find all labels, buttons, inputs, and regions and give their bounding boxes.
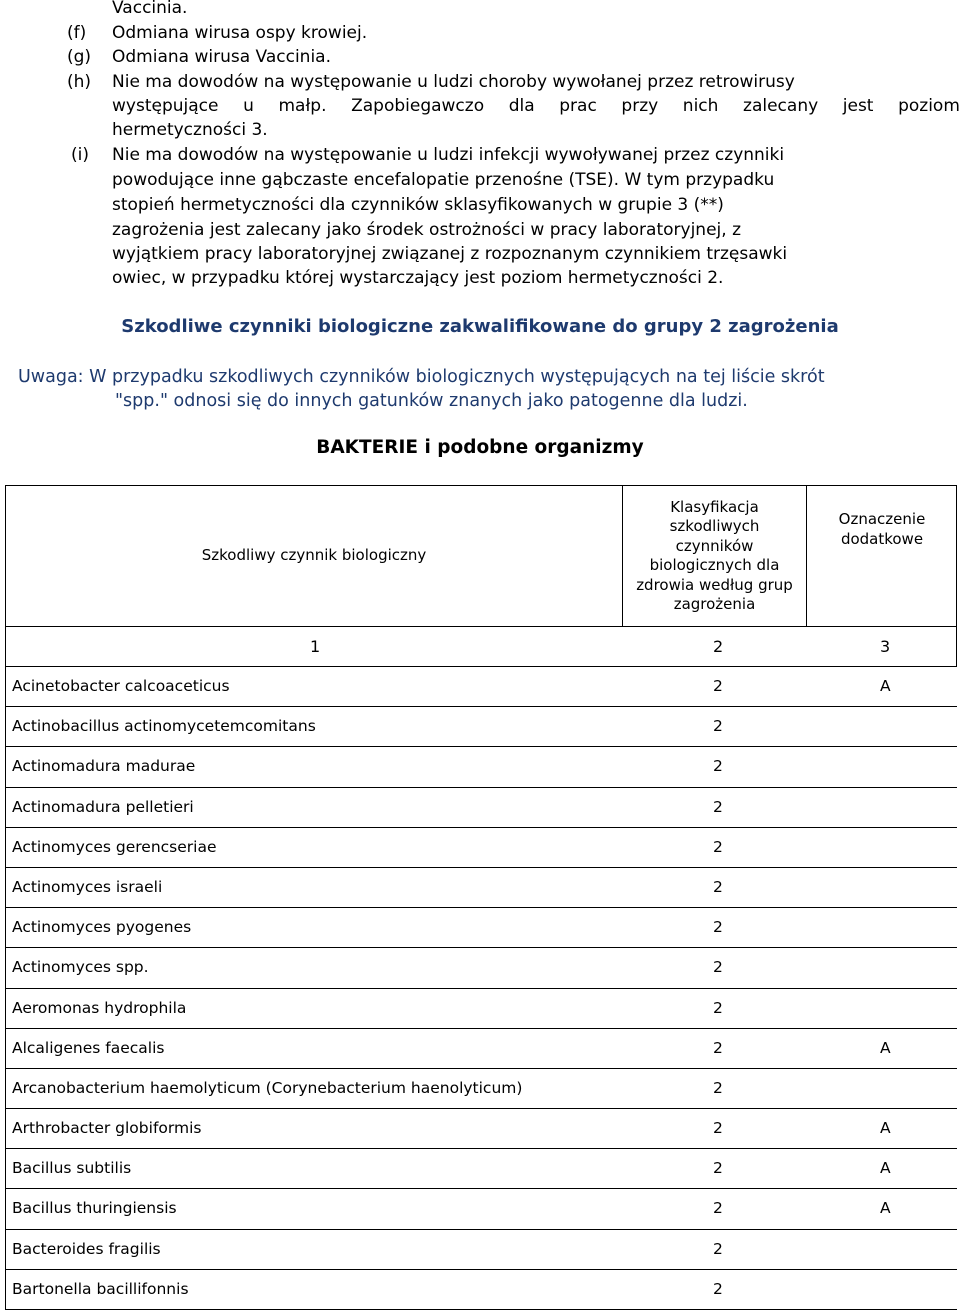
table-row bbox=[5, 828, 957, 868]
agent-name: Bartonella bacillifonnis bbox=[12, 1279, 189, 1298]
agent-name: Actinobacillus actinomycetemcomitans bbox=[12, 717, 316, 736]
risk-group: 2 bbox=[713, 877, 723, 896]
table-row bbox=[5, 1029, 957, 1069]
agent-name: Bacteroides fragilis bbox=[12, 1239, 161, 1258]
risk-group: 2 bbox=[713, 998, 723, 1017]
agent-name: Actinomadura madurae bbox=[12, 757, 196, 776]
table-row bbox=[5, 908, 957, 948]
footnote-text: owiec, w przypadku której wystarczający jest poziom hermetyczności 2. bbox=[112, 268, 724, 288]
additional-note: A bbox=[880, 1119, 891, 1138]
agent-name: Actinomyces israeli bbox=[12, 877, 163, 896]
column-number: 1 bbox=[310, 637, 321, 656]
agent-name: Actinomyces spp. bbox=[12, 958, 149, 977]
agent-name: Bacillus subtilis bbox=[12, 1159, 132, 1178]
table-row bbox=[5, 788, 957, 828]
footnote-label: (h) bbox=[67, 72, 92, 92]
additional-note: A bbox=[880, 1199, 891, 1218]
header-agent: Szkodliwy czynnik biologiczny bbox=[6, 486, 623, 626]
footnote-label: (i) bbox=[71, 145, 89, 165]
agent-name: Bacillus thuringiensis bbox=[12, 1199, 177, 1218]
table-row bbox=[5, 868, 957, 908]
table-row bbox=[5, 1069, 957, 1109]
risk-group: 2 bbox=[713, 1279, 723, 1298]
risk-group: 2 bbox=[713, 918, 723, 937]
column-number: 2 bbox=[713, 637, 724, 656]
table-row bbox=[5, 1270, 957, 1310]
column-number-row bbox=[5, 627, 957, 667]
table-row bbox=[5, 1189, 957, 1229]
footnote-text: hermetyczności 3. bbox=[112, 120, 268, 140]
section-title: BAKTERIE i podobne organizmy bbox=[316, 437, 644, 458]
agent-name: Actinomadura pelletieri bbox=[12, 797, 194, 816]
footnote-text: stopień hermetyczności dla czynników sklasyfikowanych w grupie 3 (**) bbox=[112, 195, 724, 215]
risk-group: 2 bbox=[713, 1038, 723, 1057]
footnote-text: występujące u małp. Zapobiegawczo dla prac przy nich zalecany jest poziom bbox=[112, 96, 960, 116]
risk-group: 2 bbox=[713, 677, 723, 695]
risk-group: 2 bbox=[713, 717, 723, 736]
table-row bbox=[5, 989, 957, 1029]
table-row bbox=[5, 707, 957, 747]
footnote-text: Nie ma dowodów na występowanie u ludzi infekcji wywoływanej przez czynniki bbox=[112, 145, 785, 165]
risk-group: 2 bbox=[713, 1239, 723, 1258]
table-row bbox=[5, 948, 957, 988]
table-header bbox=[5, 486, 957, 627]
header-group-text: Klasyfikacja szkodliwych czynników biologicznych dla zdrowia według grup zagrożenia bbox=[636, 497, 793, 613]
footnote-text: wyjątkiem pracy laboratoryjnej związanej z rozpoznanym czynnikiem trzęsawki bbox=[112, 244, 788, 264]
footnote-text: zagrożenia jest zalecany jako środek ostrożności w pracy laboratoryjnej, z bbox=[112, 220, 741, 240]
table-row bbox=[5, 667, 957, 707]
risk-group: 2 bbox=[713, 757, 723, 776]
table-row bbox=[5, 1230, 957, 1270]
remark-line: "spp." odnosi się do innych gatunków znanych jako patogenne dla ludzi. bbox=[115, 391, 748, 411]
footnote-text: powodujące inne gąbczaste encefalopatie przenośne (TSE). W tym przypadku bbox=[112, 170, 775, 190]
page-heading: Szkodliwe czynniki biologiczne zakwalifikowane do grupy 2 zagrożenia bbox=[121, 316, 839, 337]
risk-group: 2 bbox=[713, 1199, 723, 1218]
header-note-text: Oznaczenie dodatkowe bbox=[838, 510, 926, 548]
classification-table bbox=[5, 485, 957, 1310]
risk-group: 2 bbox=[713, 797, 723, 816]
footnote-label: (f) bbox=[67, 23, 87, 43]
remark-line: Uwaga: W przypadku szkodliwych czynników biologicznych występujących na tej liście skrót bbox=[18, 367, 825, 387]
footnote-text: Odmiana wirusa Vaccinia. bbox=[112, 47, 331, 67]
agent-name: Actinomyces gerencseriae bbox=[12, 837, 217, 856]
additional-note: A bbox=[880, 1159, 891, 1178]
agent-name: Aeromonas hydrophila bbox=[12, 998, 187, 1017]
agent-name: Acinetobacter calcoaceticus bbox=[12, 677, 230, 695]
risk-group: 2 bbox=[713, 958, 723, 977]
additional-note: A bbox=[880, 677, 891, 695]
risk-group: 2 bbox=[713, 1159, 723, 1178]
table-body bbox=[5, 667, 957, 1310]
header-group bbox=[623, 486, 807, 626]
table-row bbox=[5, 747, 957, 787]
additional-note: A bbox=[880, 1038, 891, 1057]
agent-name: Actinomyces pyogenes bbox=[12, 918, 192, 937]
agent-name: Arcanobacterium haemolyticum (Corynebacterium haenolyticum) bbox=[12, 1078, 523, 1097]
column-number: 3 bbox=[880, 637, 891, 656]
risk-group: 2 bbox=[713, 1119, 723, 1138]
risk-group: 2 bbox=[713, 837, 723, 856]
table-row bbox=[5, 1109, 957, 1149]
agent-name: Alcaligenes faecalis bbox=[12, 1038, 165, 1057]
header-note bbox=[807, 486, 957, 626]
agent-name: Arthrobacter globiformis bbox=[12, 1119, 202, 1138]
table-row bbox=[5, 1149, 957, 1189]
footnote-text: Odmiana wirusa ospy krowiej. bbox=[112, 23, 368, 43]
risk-group: 2 bbox=[713, 1078, 723, 1097]
footnote-label: (g) bbox=[67, 47, 92, 67]
remark bbox=[18, 365, 958, 413]
footnote-text: Nie ma dowodów na występowanie u ludzi choroby wywołanej przez retrowirusy bbox=[112, 72, 795, 92]
